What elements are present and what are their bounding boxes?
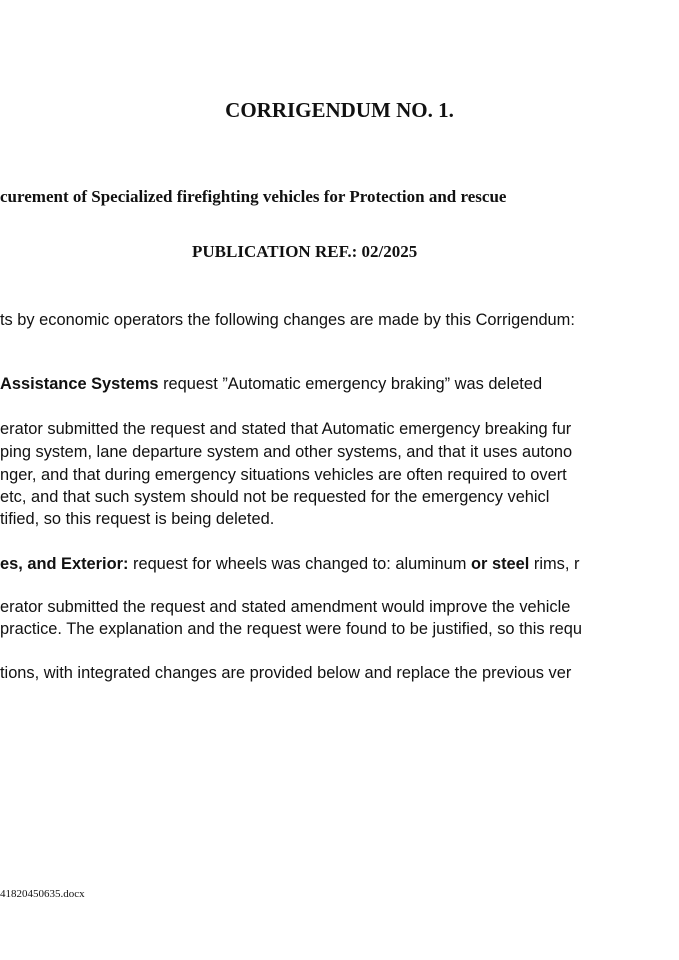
change-2-heading-bold: es, and Exterior: bbox=[0, 555, 129, 573]
change-1-heading-text: request ”Automatic emergency braking” was deleted bbox=[158, 375, 543, 393]
change-1-line: etc, and that such system should not be requested for the emergency vehicl bbox=[0, 488, 550, 506]
closing-paragraph: tions, with integrated changes are provided below and replace the previous ver bbox=[0, 664, 572, 682]
change-1-line: nger, and that during emergency situations vehicles are often required to overt bbox=[0, 466, 567, 484]
change-2-line: practice. The explanation and the request were found to be justified, so this requ bbox=[0, 620, 582, 638]
footer-filename: 41820450635.docx bbox=[0, 888, 85, 900]
document-subject: curement of Specialized firefighting vehicles for Protection and rescue bbox=[0, 187, 507, 206]
change-2-heading bbox=[0, 555, 579, 574]
change-1-line: erator submitted the request and stated that Automatic emergency breaking fur bbox=[0, 420, 572, 438]
change-2-heading-text: request for wheels was changed to: aluminum bbox=[128, 555, 472, 573]
change-1-heading bbox=[0, 375, 542, 394]
intro-paragraph: ts by economic operators the following changes are made by this Corrigendum: bbox=[0, 311, 575, 329]
change-1-line: tified, so this request is being deleted. bbox=[0, 510, 275, 528]
publication-ref: PUBLICATION REF.: 02/2025 bbox=[192, 242, 418, 261]
change-1-line: ping system, lane departure system and other systems, and that it uses autono bbox=[0, 443, 573, 461]
change-2-heading-end: rims, r bbox=[529, 555, 580, 573]
change-2-line: erator submitted the request and stated amendment would improve the vehicle bbox=[0, 598, 571, 616]
document-title: CORRIGENDUM NO. 1. bbox=[225, 98, 454, 122]
change-2-heading-bold-2: or steel bbox=[471, 555, 530, 573]
change-1-heading-bold: Assistance Systems bbox=[0, 375, 159, 393]
